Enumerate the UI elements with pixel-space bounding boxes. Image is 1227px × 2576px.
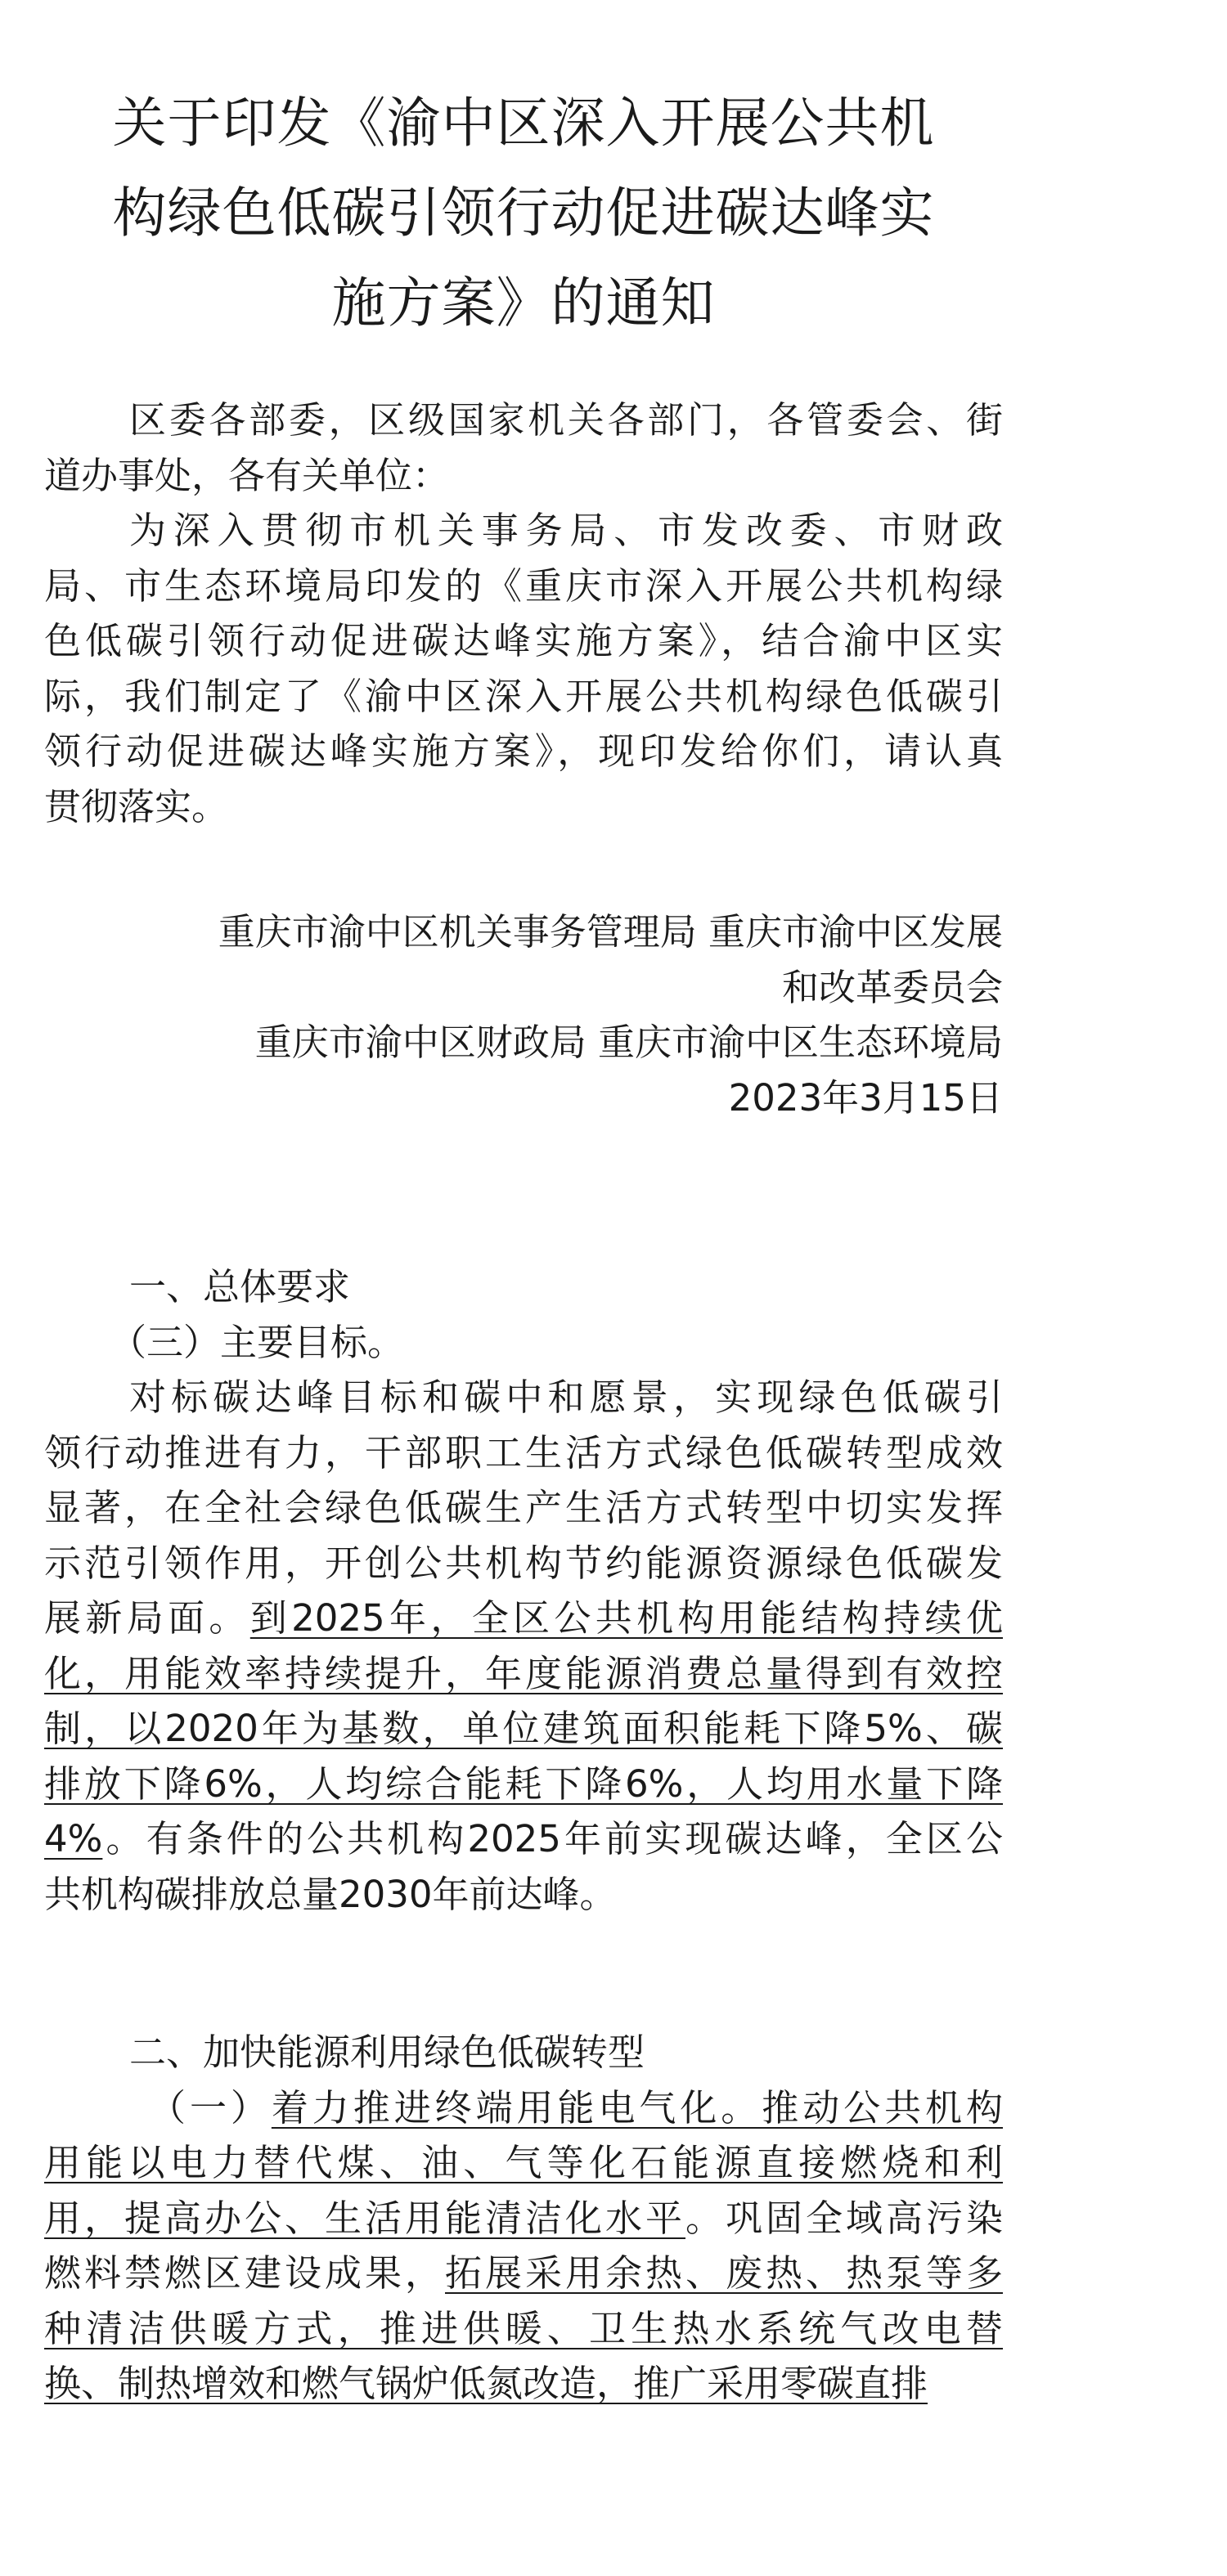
text-segment: 对标碳达峰目标和碳中和愿景，实现绿色低碳引 — [129, 1376, 1003, 1419]
underlined-text: 着力推进终端用能电气化。推动公共机构 — [271, 2085, 1003, 2129]
signatory-line: 和改革委员会 — [781, 965, 1003, 1009]
text-segment: 显著，在全社会绿色低碳生产生活方式转型中切实发挥 — [44, 1486, 1003, 1529]
text-line — [44, 1480, 1003, 1536]
title-line: 构绿色低碳引领行动促进碳达峰实 — [112, 182, 935, 245]
signatory-line: 重庆市渝中区机关事务管理局 重庆市渝中区发展 — [218, 910, 1003, 954]
text-line — [44, 1370, 1003, 1425]
section-general-requirements — [44, 1259, 1003, 1922]
text-line: 区委各部委，区级国家机关各部门，各管委会、街 — [129, 398, 1003, 442]
text-line — [44, 2246, 1003, 2301]
text-line — [44, 2191, 1003, 2246]
text-line — [44, 1867, 1003, 1923]
text-line: 道办事处，各有关单位： — [44, 453, 450, 497]
text-line — [44, 2356, 1003, 2412]
underlined-text: 排放下降6%，人均综合能耗下降6%，人均用水量下降 — [44, 1761, 1003, 1806]
text-segment: 共机构碳排放总量2030年前达峰。 — [44, 1872, 617, 1916]
section-heading: 一、总体要求 — [129, 1265, 351, 1308]
section-energy-transition — [44, 2025, 1003, 2412]
text-segment: 。有条件的公共机构2025年前实现碳达峰，全区公 — [102, 1817, 1003, 1860]
title-line: 施方案》的通知 — [331, 272, 716, 334]
text-line — [44, 1425, 1003, 1481]
text-segment: 展新局面。 — [44, 1596, 250, 1640]
text-line — [44, 1646, 1003, 1702]
text-line — [44, 2301, 1003, 2357]
section-heading: 二、加快能源利用绿色低碳转型 — [129, 2031, 645, 2074]
text-line: 贯彻落实。 — [44, 784, 229, 828]
text-line: 为深入贯彻市机关事务局、市发改委、市财政 — [129, 509, 1003, 552]
text-line — [44, 1811, 1003, 1867]
text-line — [44, 1701, 1003, 1757]
section-body — [44, 2080, 1003, 2412]
text-segment: 。巩固全域高污染 — [685, 2196, 1003, 2240]
text-line: 领行动促进碳达峰实施方案》，现印发给你们，请认真 — [44, 729, 1003, 773]
underlined-text: 到2025年，全区公共机构用能结构持续优 — [249, 1596, 1003, 1640]
addressee-paragraph — [44, 393, 1003, 503]
text-segment: 领行动推进有力，干部职工生活方式绿色低碳转型成效 — [44, 1430, 1003, 1474]
subsection-heading: （三）主要目标。 — [110, 1320, 405, 1364]
underlined-text: 拓展采用余热、废热、热泵等多 — [445, 2251, 1003, 2295]
text-line: 色低碳引领行动促进碳达峰实施方案》，结合渝中区实 — [44, 619, 1003, 662]
text-line — [44, 2135, 1003, 2191]
text-line — [44, 1591, 1003, 1646]
underlined-text: 用，提高办公、生活用能清洁化水平 — [44, 2196, 685, 2240]
underlined-text: 种清洁供暖方式，推进供暖、卫生热水系统气改电替 — [44, 2306, 1003, 2350]
signature-date: 2023年3月15日 — [728, 1075, 1003, 1120]
text-segment: 示范引领作用，开创公共机构节约能源资源绿色低碳发 — [44, 1541, 1003, 1585]
text-line — [44, 1757, 1003, 1812]
text-segment: 燃料禁燃区建设成果， — [44, 2251, 445, 2295]
signatory-line: 重庆市渝中区财政局 重庆市渝中区生态环境局 — [254, 1021, 1003, 1064]
text-line — [44, 1536, 1003, 1591]
underlined-text: 4% — [44, 1817, 103, 1860]
signature-block — [44, 904, 1003, 1125]
document-title — [44, 79, 1003, 348]
text-line: 际，我们制定了《渝中区深入开展公共机构绿色低碳引 — [44, 674, 1003, 718]
section-body — [44, 1370, 1003, 1922]
intro-paragraph — [44, 503, 1003, 834]
underlined-text: 制，以2020年为基数，单位建筑面积能耗下降5%、碳 — [44, 1707, 1003, 1750]
text-line: 局、市生态环境局印发的《重庆市深入开展公共机构绿 — [44, 563, 1003, 608]
text-line — [44, 2080, 1003, 2136]
underlined-text: 换、制热增效和燃气锅炉低氮改造，推广采用零碳直排 — [44, 2362, 928, 2405]
underlined-text: 用能以电力替代煤、油、气等化石能源直接燃烧和利 — [44, 2141, 1003, 2184]
underlined-text: 化，用能效率持续提升，年度能源消费总量得到有效控 — [44, 1651, 1003, 1695]
title-line: 关于印发《渝中区深入开展公共机 — [112, 92, 935, 155]
text-segment: （一） — [149, 2085, 272, 2129]
